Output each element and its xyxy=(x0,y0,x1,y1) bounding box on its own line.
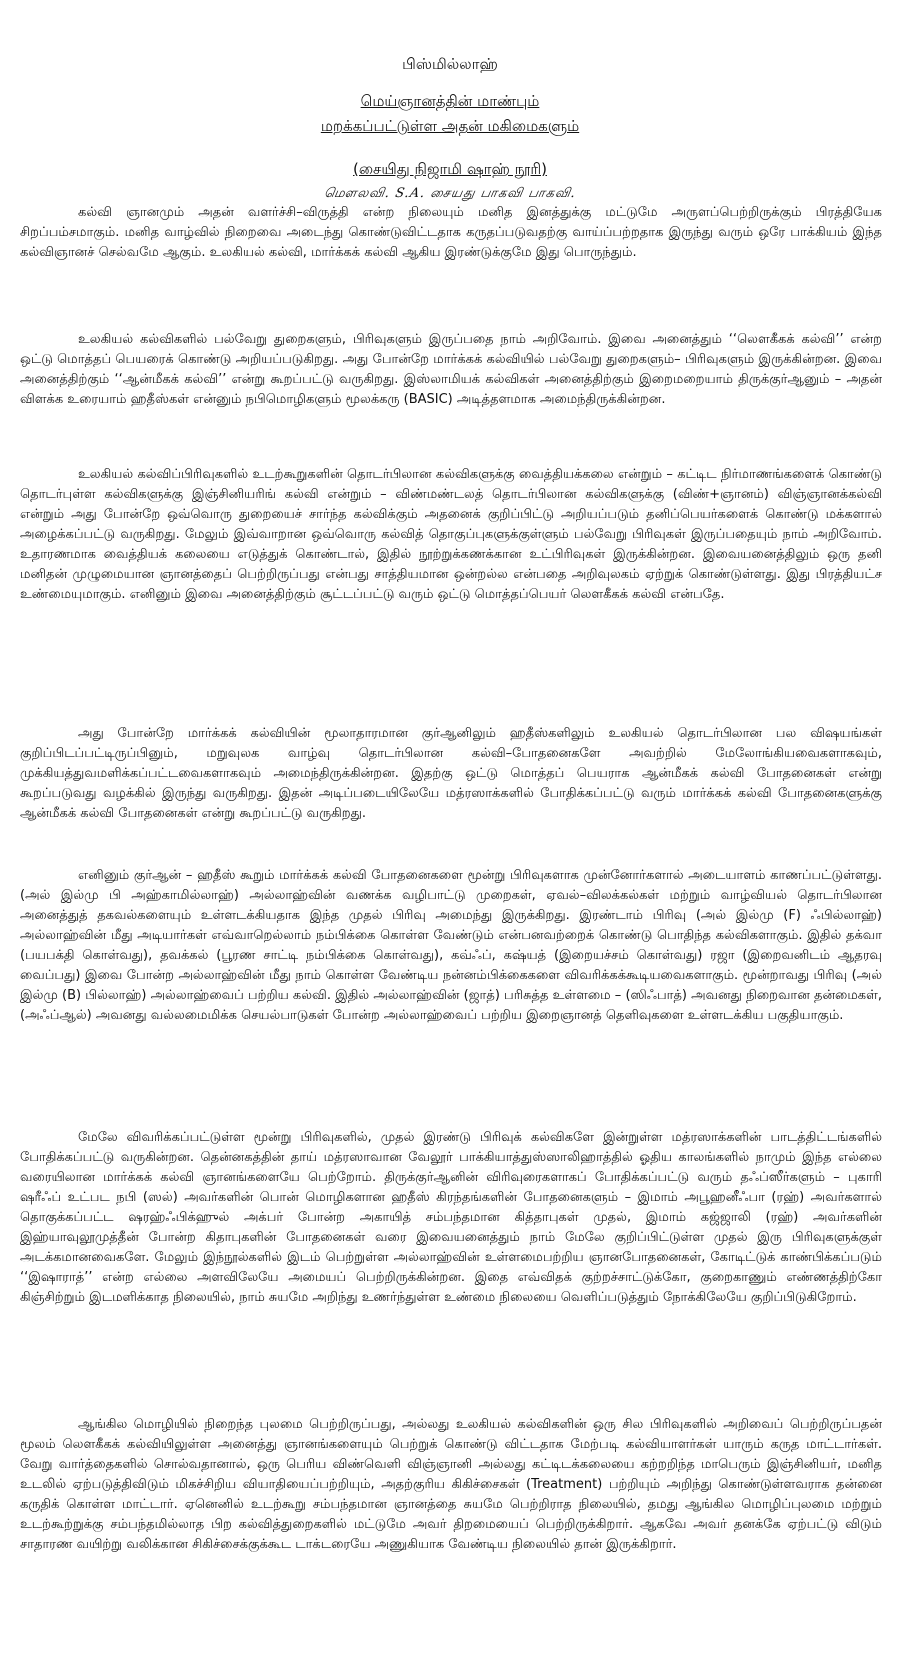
paragraph-text: உலகியல் கல்விப்பிரிவுகளில் உடற்கூறுகளின் தொடர்பிலான கல்விகளுக்கு வைத்தியக்கலை என்றும் – கட்டிட நிர்மாணங்களைக் கொண்டு தொடர்புள்ள கல்விகளுக்கு இஞ்சினியரிங் கல்வி என்றும் – விண்மண்டலத் தொடர்பிலான கல்விகளுக்கு (விண்+ஞானம்) விஞ்ஞானக்கல்வி என்றும் அது போன்றே ஒவ்வொரு துறையைச் சார்ந்த கல்விக்கும் அதனைக் குறிப்பிட்டு அறியப்படும் தனிப்பெயர்களைக் கொண்டு மக்களால் அழைக்கப்பட்டு வருகிறது. மேலும் இவ்வாறான ஒவ்வொரு கல்வித் தொகுப்புகளுக்குள்ளும் பல்வேறு பிரிவுகள் இருப்பதையும் நாம் அறிவோம். உதாரணமாக வைத்தியக் கலையை எடுத்துக் கொண்டால், இதில் நூற்றுக்கணக்கான உட்பிரிவுகள் இருக்கின்றன. இவையனைத்திலும் ஒரு தனி மனிதன் முழுமையான ஞானத்தைப் பெற்றிருப்பது என்பது சாத்தியமான ஒன்றல்ல என்பதை அறிவுலகம் ஏற்றுக் கொண்டுள்ளது. இது பிரத்தியட்ச உண்மையுமாகும். எனினும் இவை அனைத்திற்கும் சூட்டப்பட்டு வரும் ஒட்டு மொத்தப்பெயர் லௌகீகக் கல்வி என்பதே. xyxy=(20,467,882,602)
paragraph-text: அது போன்றே மார்க்கக் கல்வியின் மூலாதாரமான குர்ஆனிலும் ஹதீஸ்களிலும் உலகியல் தொடர்பிலான பல விஷயங்கள் குறிப்பிடப்பட்டிருப்பினும், மறுவுலக வாழ்வு தொடர்பிலான கல்வி–போதனைகளே அவற்றில் மேலோங்கியவைகளாகவும், முக்கியத்துவமளிக்கப்பட்டவைகளாகவும் அமைந்திருக்கின்றன. இதற்கு ஒட்டு மொத்தப் பெயராக ஆன்மீகக் கல்வி போதனைகள் என்று கூறப்படுவது வழக்கில் இருந்து வருகிறது. இதன் அடிப்படையிலேயே மத்ரஸாக்களில் போதிக்கப்பட்டு வரும் மார்க்கக் கல்வி போதனைகளுக்கு ஆன்மீகக் கல்வி போதனைகள் என்று கூறப்பட்டு வருகிறது. xyxy=(20,726,882,821)
paragraph-1 xyxy=(20,203,882,263)
paragraph-text: கல்வி ஞானமும் அதன் வளர்ச்சி–விருத்தி என்ற நிலையும் மனித இனத்துக்கு மட்டுமே அருளப்பெற்றிருக்கும் பிரத்தியேக சிறப்பம்சமாகும். மனித வாழ்வில் நிறைவை அடைந்து கொண்டுவிட்டதாக கருதப்படுவதற்கு வாய்ப்பற்றதாக இருந்து வரும் ஒரே பாக்கியம் இந்த கல்விஞானச் செல்வமே ஆகும். உலகியல் கல்வி, மார்க்கக் கல்வி ஆகிய இரண்டுக்குமே இது பொருந்தும். xyxy=(20,205,882,260)
title-line-1: மெய்ஞானத்தின் மாண்பும் xyxy=(360,92,540,110)
handwritten-note: மௌலவி. S.A. சையது பாகவி பாகவி. xyxy=(322,186,578,201)
paragraph-3 xyxy=(20,465,882,605)
title-line-2: மறக்கப்பட்டுள்ள அதன் மகிமைகளும் xyxy=(320,117,580,135)
paragraph-5 xyxy=(20,866,882,1026)
paragraph-7 xyxy=(20,1415,882,1555)
paragraph-text: மேலே விவரிக்கப்பட்டுள்ள மூன்று பிரிவுகளில், முதல் இரண்டு பிரிவுக் கல்விகளே இன்றுள்ள மத்ரஸாக்களின் பாடத்திட்டங்களில் போதிக்கப்பட்டு வருகின்றன. தென்னகத்தின் தாய் மத்ரஸாவான வேலூர் பாக்கியாத்துஸ்ஸாலிஹாத்தில் ஓதிய காலங்களில் நாமும் இந்த எல்லை வரையிலான மார்க்கக் கல்வி ஞானங்களையே பெற்றோம். திருக்குர்ஆனின் விரிவுரைகளாகப் போதிக்கப்பட்டு வரும் தஃப்ஸீர்களும் – புகாரி ஷரீஃப் உட்பட நபி (ஸல்) அவர்களின் பொன் மொழிகளான ஹதீஸ் கிரந்தங்களின் போதனைகளும் – இமாம் அபூஹனீஃபா (ரஹ்) அவர்களால் தொகுக்கப்பட்ட ஷரஹ்ஃபிக்ஹுல் அக்பர் போன்ற அகாயித் சம்பந்தமான கித்தாபுகள் முதல், இமாம் கஜ்ஜாலி (ரஹ்) அவர்களின் இஹ்யாவுலூமுத்தீன் போன்ற கிதாபுகளின் போதனைகள் வரை இவையனைத்தும் நாம் மேலே குறிப்பிட்டுள்ள முதல் இரு பிரிவுகளுக்குள் அடக்கமானவைகளே. மேலும் இந்நூல்களில் இடம் பெற்றுள்ள அல்லாஹ்வின் உள்ளமைபற்றிய ஞானபோதனைகள், கோடிட்டுக் காண்பிக்கப்படும் ‘‘இஷாராத்’’ என்ற எல்லை அளவிலேயே அமையப் பெற்றிருக்கின்றன. இதை எவ்விதக் குற்றச்சாட்டுக்கோ, குறைகாணும் எண்ணத்திற்கோ கிஞ்சிற்றும் இடமளிக்காத நிலையில், நாம் சுயமே அறிந்து உணர்ந்துள்ள உண்மை நிலையை வெளிப்படுத்தும் நோக்கிலேயே குறிப்பிடுகிறோம். xyxy=(20,1130,882,1305)
paragraph-text: ஆங்கில மொழியில் நிறைந்த புலமை பெற்றிருப்பது, அல்லது உலகியல் கல்விகளின் ஒரு சில பிரிவுகளில் அறிவைப் பெற்றிருப்பதன் மூலம் லௌகீகக் கல்வியிலுள்ள அனைத்து ஞானங்களையும் பெற்றுக் கொண்டு விட்டதாக மேற்படி கல்வியாளர்கள் யாரும் கருத மாட்டார்கள். வேறு வார்த்தைகளில் சொல்வதானால், ஒரு பெரிய விண்வெளி விஞ்ஞானி அல்லது கட்டிடக்கலையை கற்றறிந்த மாபெரும் இஞ்சினியர், மனித உடலில் ஏற்படுத்திவிடும் மிகச்சிறிய வியாதியைப்பற்றியும், அதற்குரிய கிகிச்சைகள் (Treatment) பற்றியும் அறிந்து கொண்டுள்ளவராக தன்னை கருதிக் கொள்ள மாட்டார். ஏனெனில் உடற்கூறு சம்பந்தமான ஞானத்தை சுயமே பெற்றிராத நிலையில், தமது ஆங்கில மொழிப்புலமை மற்றும் உடற்கூற்றுக்கு சம்பந்தமில்லாத பிற கல்வித்துறைகளில் மட்டுமே அவர் திறமையைப் பெற்றிருக்கிறார். ஆகவே அவர் தனக்கே ஏற்பட்டு விடும் சாதாரண வயிற்று வலிக்கான சிகிச்சைக்குக்கூட டாக்டரையே அணுகியாக வேண்டிய நிலையில் தான் இருக்கிறார். xyxy=(20,1417,882,1552)
paragraph-text: உலகியல் கல்விகளில் பல்வேறு துறைகளும், பிரிவுகளும் இருப்பதை நாம் அறிவோம். இவை அனைத்தும் ‘‘லௌகீகக் கல்வி’’ என்ற ஒட்டு மொத்தப் பெயரைக் கொண்டு அறியப்படுகிறது. அது போன்றே மார்க்கக் கல்வியில் பல்வேறு துறைகளும்– பிரிவுகளும் இருக்கின்றன. இவை அனைத்திற்கும் ‘‘ஆன்மீகக் கல்வி’’ என்று கூறப்பட்டு வருகிறது. இஸ்லாமியக் கல்விகள் அனைத்திற்கும் இறைமறையாம் திருக்குர்ஆனும் – அதன் விளக்க உரையாம் ஹதீஸ்கள் என்னும் நபிமொழிகளும் மூலக்கரு (BASIC) அடித்தளமாக அமைந்திருக்கின்றன. xyxy=(20,332,882,407)
paragraph-2 xyxy=(20,330,882,410)
paragraph-6 xyxy=(20,1128,882,1308)
paragraph-text: எனினும் குர்ஆன் – ஹதீஸ் கூறும் மார்க்கக் கல்வி போதனைகளை மூன்று பிரிவுகளாக முன்னோர்களால் அடையாளம் காணப்பட்டுள்ளது. (அல் இல்மு பி அஹ்காமில்லாஹ்) அல்லாஹ்வின் வணக்க வழிபாட்டு முறைகள், ஏவல்–விலக்கல்கள் மற்றும் வாழ்வியல் தொடர்பிலான அனைத்துத் தகவல்களையும் உள்ளடக்கியதாக இந்த முதல் பிரிவு அமைந்து இருக்கிறது. இரண்டாம் பிரிவு (அல் இல்மு (F) ஃபில்லாஹ்) அல்லாஹ்வின் மீது அடியார்கள் எவ்வாறெல்லாம் நம்பிக்கை கொள்ள வேண்டும் என்பனவற்றைக் கொண்டு பொதிந்த கல்விகளாகும். இதில் தக்வா (பயபக்தி கொள்வது), தவக்கல் (பூரண சாட்டி நம்பிக்கை கொள்வது), கவ்ஃப், கஷ்யத் (இறையச்சம் கொள்வது) ரஜா (இறைவனிடம் ஆதரவு வைப்பது) இவை போன்ற அல்லாஹ்வின் மீது நாம் கொள்ள வேண்டிய நன்னம்பிக்கைகளை விவரிக்கக்கூடியவைகளாகும். மூன்றாவது பிரிவு (அல் இல்மு (B) பில்லாஹ்) அல்லாஹ்வைப் பற்றிய கல்வி. இதில் அல்லாஹ்வின் (ஜாத்) பரிசுத்த உள்ளமை – (ஸிஃபாத்) அவனது நிறைவான தன்மைகள், (அஃப்ஆல்) அவனது வல்லமைமிக்க செயல்பாடுகள் போன்ற அல்லாஹ்வைப் பற்றிய இறைஞானத் தெளிவுகளை உள்ளடக்கிய பகுதியாகும். xyxy=(20,868,882,1023)
bismillah-heading: பிஸ்மில்லாஹ் xyxy=(402,55,498,73)
author-line: (சையிது நிஜாமி ஷாஹ் நூரி) xyxy=(353,160,547,178)
paragraph-4 xyxy=(20,724,882,824)
